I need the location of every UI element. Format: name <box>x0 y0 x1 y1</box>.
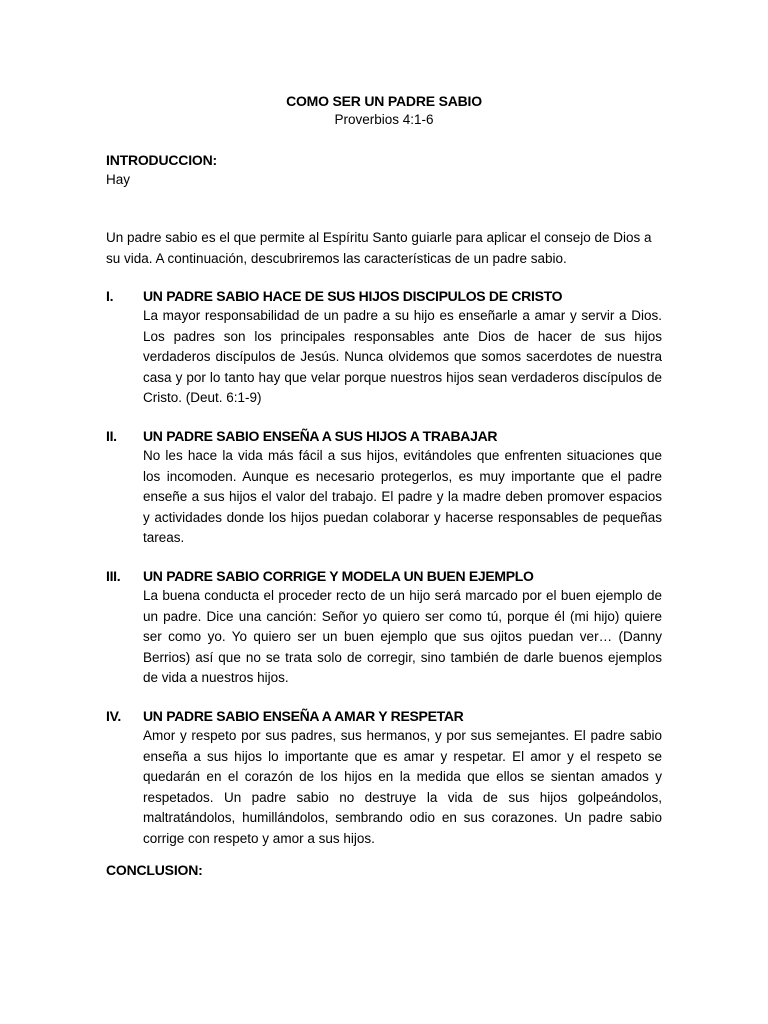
section-title: UN PADRE SABIO CORRIGE Y MODELA UN BUEN EJEMPLO <box>143 567 534 584</box>
section-numeral: I. <box>106 288 114 304</box>
section-3 <box>106 567 662 689</box>
section-heading <box>106 287 662 306</box>
section-body: La buena conducta el proceder recto de un hijo será marcado por el buen ejemplo de un padre. Dice una canción: Señor yo quiero ser como tú, porque él (mi hijo) quiere ser como yo. Yo quiero ser un buen ejemplo que sus ojitos puedan ver… (Danny Berrios) así que no se trata solo de corregir, sino también de darle buenos ejemplos de vida a nuestros hijos. <box>143 587 662 686</box>
document-content <box>106 92 662 880</box>
section-1 <box>106 287 662 409</box>
section-4 <box>106 707 662 850</box>
document-title: COMO SER UN PADRE SABIO <box>286 93 482 109</box>
section-2 <box>106 427 662 549</box>
section-numeral: III. <box>106 567 121 584</box>
introduction-paragraph: Un padre sabio es el que permite al Espíritu Santo guiarle para aplicar el consejo de Dios a su vida. A continuación, descubriremos las características de un padre sabio. <box>106 230 652 266</box>
introduction-heading: INTRODUCCION: <box>106 152 217 168</box>
introduction-text: Hay <box>106 172 131 187</box>
scripture-reference: Proverbios 4:1-6 <box>334 112 434 127</box>
section-heading <box>106 707 662 726</box>
section-numeral: IV. <box>106 707 121 724</box>
section-body: Amor y respeto por sus padres, sus hermanos, y por sus semejantes. El padre sabio enseña a sus hijos lo importante que es amar y respetar. El amor y el respeto se quedarán en el corazón de los hijos en la medida que ellos se sientan amados y respetados. Un padre sabio no destruye la vida de sus hijos golpeándolos, maltratándolos, humillándolos, sembrando odio en sus corazones. Un padre sabio corrige con respeto y amor a sus hijos. <box>143 727 662 846</box>
conclusion-heading: CONCLUSION: <box>106 862 203 879</box>
section-heading <box>106 567 662 586</box>
section-body: No les hace la vida más fácil a sus hijos, evitándoles que enfrenten situaciones que los incomoden. Aunque es necesario protegerlos, es muy importante que el padre enseñe a sus hijos el valor del trabajo. El padre y la madre deben promover espacios y actividades donde los hijos puedan colaborar y hacerse responsables de pequeñas tareas. <box>143 447 662 546</box>
section-title: UN PADRE SABIO ENSEÑA A AMAR Y RESPETAR <box>143 707 464 724</box>
section-body: La mayor responsabilidad de un padre a su hijo es enseñarle a amar y servir a Dios. Los padres son los principales responsables ante Dios de hacer de sus hijos verdaderos discípulos de Jesús. Nunca olvidemos que somos sacerdotes de nuestra casa y por lo tanto hay que velar porque nuestros hijos sean verdaderos discípulos de Cristo. (Deut. 6:1-9) <box>143 308 662 406</box>
section-title: UN PADRE SABIO ENSEÑA A SUS HIJOS A TRABAJAR <box>143 427 498 444</box>
section-heading <box>106 427 662 446</box>
section-title: UN PADRE SABIO HACE DE SUS HIJOS DISCIPULOS DE CRISTO <box>143 288 563 304</box>
section-numeral: II. <box>106 427 117 444</box>
